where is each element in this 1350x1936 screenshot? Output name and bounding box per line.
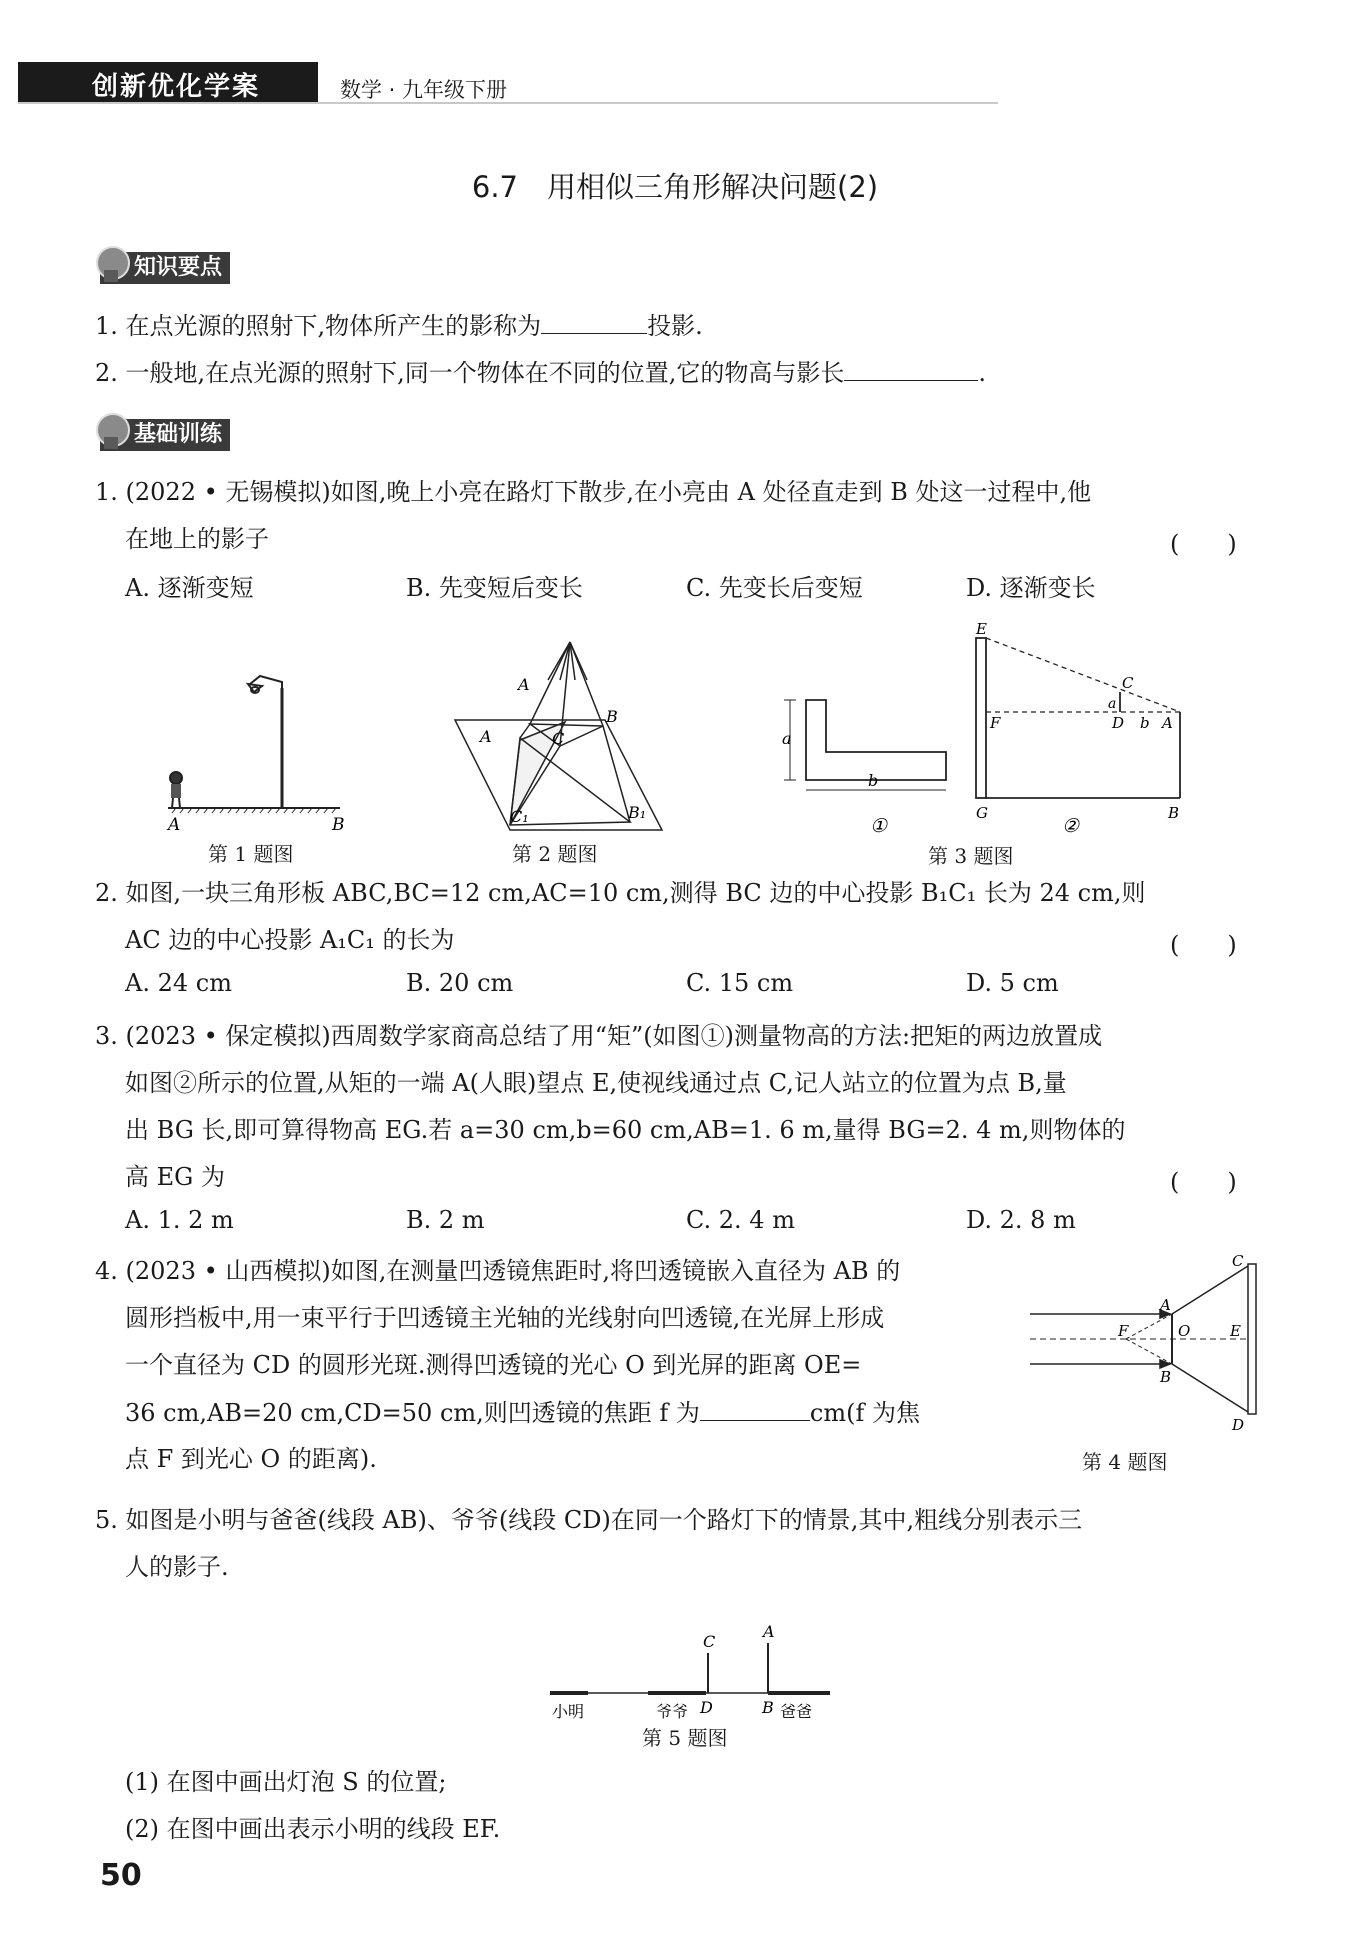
q1-option-b[interactable]: B. 先变短后变长 bbox=[406, 574, 583, 602]
fig5-label-a: A bbox=[763, 1625, 775, 1641]
fig4-label-d: D bbox=[1232, 1416, 1245, 1434]
lightbulb-icon bbox=[96, 413, 130, 447]
q2-text-line1: 2. 如图,一块三角形板 ABC,BC=12 cm,AC=10 cm,测得 BC 边的中心投影 B₁C₁ 长为 24 cm,则 bbox=[95, 879, 1146, 907]
fig2-label-b1: B₁ bbox=[628, 803, 647, 822]
fig4-label-b: B bbox=[1160, 1368, 1172, 1386]
fig5-label-baba: 爸爸 bbox=[780, 1702, 813, 1721]
q2-option-b[interactable]: B. 20 cm bbox=[406, 969, 514, 997]
fig3-square-diagram bbox=[784, 700, 946, 790]
q5-text-line2: 人的影子. bbox=[125, 1553, 229, 1581]
q1-option-c[interactable]: C. 先变长后变短 bbox=[686, 574, 863, 602]
page-number: 50 bbox=[100, 1858, 142, 1893]
q3-option-d[interactable]: D. 2. 8 m bbox=[966, 1206, 1076, 1234]
q2-answer-paren[interactable]: ( ) bbox=[1170, 931, 1237, 959]
q4-text-line1: 4. (2023 • 山西模拟)如图,在测量凹透镜焦距时,将凹透镜嵌入直径为 AB 的 bbox=[95, 1257, 901, 1285]
fig1-caption: 第 1 题图 bbox=[208, 842, 294, 866]
fig3-label-a-small: a bbox=[1108, 696, 1117, 712]
fig2-label-a: A bbox=[518, 675, 530, 694]
fig3-caption: 第 3 题图 bbox=[928, 844, 1014, 868]
fig3-label-b: b bbox=[868, 771, 879, 790]
fig4-caption: 第 4 题图 bbox=[1082, 1450, 1168, 1474]
q2-option-c[interactable]: C. 15 cm bbox=[686, 969, 794, 997]
section-knowledge: 知识要点 bbox=[100, 252, 230, 284]
q1-option-d[interactable]: D. 逐渐变长 bbox=[966, 574, 1096, 602]
figures-row bbox=[150, 620, 1250, 870]
fig4-label-o: O bbox=[1178, 1322, 1191, 1340]
header-divider bbox=[18, 102, 998, 104]
fig3-label-b2: B bbox=[1168, 804, 1180, 822]
q3-answer-paren[interactable]: ( ) bbox=[1170, 1168, 1237, 1196]
fig3-label-f: F bbox=[990, 714, 1001, 732]
fig5-label-b: B bbox=[762, 1698, 774, 1717]
q3-text-line3: 出 BG 长,即可算得物高 EG.若 a=30 cm,b=60 cm,AB=1. 6 m,量得 BG=2. 4 m,则物体的 bbox=[125, 1116, 1126, 1144]
q4-text-line5: 点 F 到光心 O 的距离). bbox=[125, 1445, 377, 1473]
q4-text-line2: 圆形挡板中,用一束平行于凹透镜主光轴的光线射向凹透镜,在光屏上形成 bbox=[125, 1304, 885, 1332]
q3-option-b[interactable]: B. 2 m bbox=[406, 1206, 485, 1234]
fig3-label-e: E bbox=[976, 620, 987, 638]
q4-text-line4: 36 cm,AB=20 cm,CD=50 cm,则凹透镜的焦距 f 为 cm(f 为焦 bbox=[125, 1394, 920, 1431]
fig4-label-c: C bbox=[1232, 1252, 1244, 1270]
fig3-label-b-small: b bbox=[1140, 714, 1150, 732]
q4-text-line3: 一个直径为 CD 的圆形光斑.测得凹透镜的光心 O 到光屏的距离 OE= bbox=[125, 1351, 862, 1379]
q5-sub2: (2) 在图中画出表示小明的线段 EF. bbox=[125, 1815, 501, 1843]
fig5-label-d: D bbox=[700, 1698, 713, 1717]
fig2-label-a1: A bbox=[480, 727, 492, 746]
section-training: 基础训练 bbox=[100, 419, 230, 451]
lightbulb-icon bbox=[96, 246, 130, 280]
fig3-label-a: a bbox=[782, 729, 792, 748]
fig2-caption: 第 2 题图 bbox=[512, 842, 598, 866]
q5-text-line1: 5. 如图是小明与爸爸(线段 AB)、爷爷(线段 CD)在同一个路灯下的情景,其中,粗线分别表示三 bbox=[95, 1506, 1083, 1534]
answer-blank[interactable] bbox=[700, 1394, 810, 1421]
fig1-label-a: A bbox=[168, 815, 181, 835]
fig5-label-c: C bbox=[703, 1632, 716, 1651]
q3-option-c[interactable]: C. 2. 4 m bbox=[686, 1206, 795, 1234]
fig4-label-e: E bbox=[1230, 1322, 1241, 1340]
knowledge-item-2: 2. 一般地,在点光源的照射下,同一个物体在不同的位置,它的物高与影长 . bbox=[95, 354, 986, 391]
fig4-label-f: F bbox=[1118, 1322, 1129, 1340]
knowledge-item-1: 1. 在点光源的照射下,物体所产生的影称为 投影. bbox=[95, 307, 703, 344]
fig1-street-lamp bbox=[168, 676, 340, 813]
answer-blank[interactable] bbox=[844, 354, 978, 381]
fig3-sub1-label: ① bbox=[870, 815, 888, 837]
fig3-sub2-label: ② bbox=[1062, 815, 1080, 837]
q1-text-line2: 在地上的影子 bbox=[125, 525, 269, 553]
fig5-caption: 第 5 题图 bbox=[642, 1726, 728, 1750]
fig2-label-c1: C₁ bbox=[510, 807, 529, 826]
fig2-label-b: B bbox=[606, 707, 618, 726]
q3-text-line1: 3. (2023 • 保定模拟)西周数学家商高总结了用“矩”(如图①)测量物高的方法:把矩的两边放置成 bbox=[95, 1022, 1103, 1050]
fig4-concave-lens bbox=[1020, 1252, 1270, 1442]
fig3-label-g: G bbox=[976, 804, 988, 822]
fig5-label-yeye: 爷爷 bbox=[656, 1702, 689, 1721]
fig5-shadows bbox=[540, 1625, 860, 1725]
fig4-label-a: A bbox=[1160, 1296, 1171, 1314]
q3-option-a[interactable]: A. 1. 2 m bbox=[125, 1206, 234, 1234]
fig2-label-c: C bbox=[552, 729, 565, 748]
answer-blank[interactable] bbox=[541, 307, 647, 334]
q1-answer-paren[interactable]: ( ) bbox=[1170, 530, 1237, 558]
fig3-label-c: C bbox=[1122, 674, 1134, 692]
fig1-label-b: B bbox=[332, 815, 345, 835]
q1-text-line1: 1. (2022 • 无锡模拟)如图,晚上小亮在路灯下散步,在小亮由 A 处径直走到 B 处这一过程中,他 bbox=[95, 478, 1092, 506]
q2-text-line2: AC 边的中心投影 A₁C₁ 的长为 bbox=[125, 926, 455, 954]
q3-text-line4: 高 EG 为 bbox=[125, 1163, 225, 1191]
q1-option-a[interactable]: A. 逐渐变短 bbox=[125, 574, 254, 602]
q2-option-d[interactable]: D. 5 cm bbox=[966, 969, 1059, 997]
fig3-label-a2: A bbox=[1162, 714, 1173, 732]
q2-option-a[interactable]: A. 24 cm bbox=[125, 969, 232, 997]
subject-label: 数学 · 九年级下册 bbox=[340, 78, 508, 102]
q3-text-line2: 如图②所示的位置,从矩的一端 A(人眼)望点 E,使视线通过点 C,记人站立的位置为点 B,量 bbox=[125, 1069, 1067, 1097]
fig3-label-d: D bbox=[1112, 714, 1125, 732]
brand-title: 创新优化学案 bbox=[92, 72, 261, 102]
q5-sub1: (1) 在图中画出灯泡 S 的位置; bbox=[125, 1768, 447, 1796]
fig5-label-xiaoming: 小明 bbox=[552, 1702, 585, 1721]
page-title: 6.7 用相似三角形解决问题(2) bbox=[471, 170, 879, 204]
